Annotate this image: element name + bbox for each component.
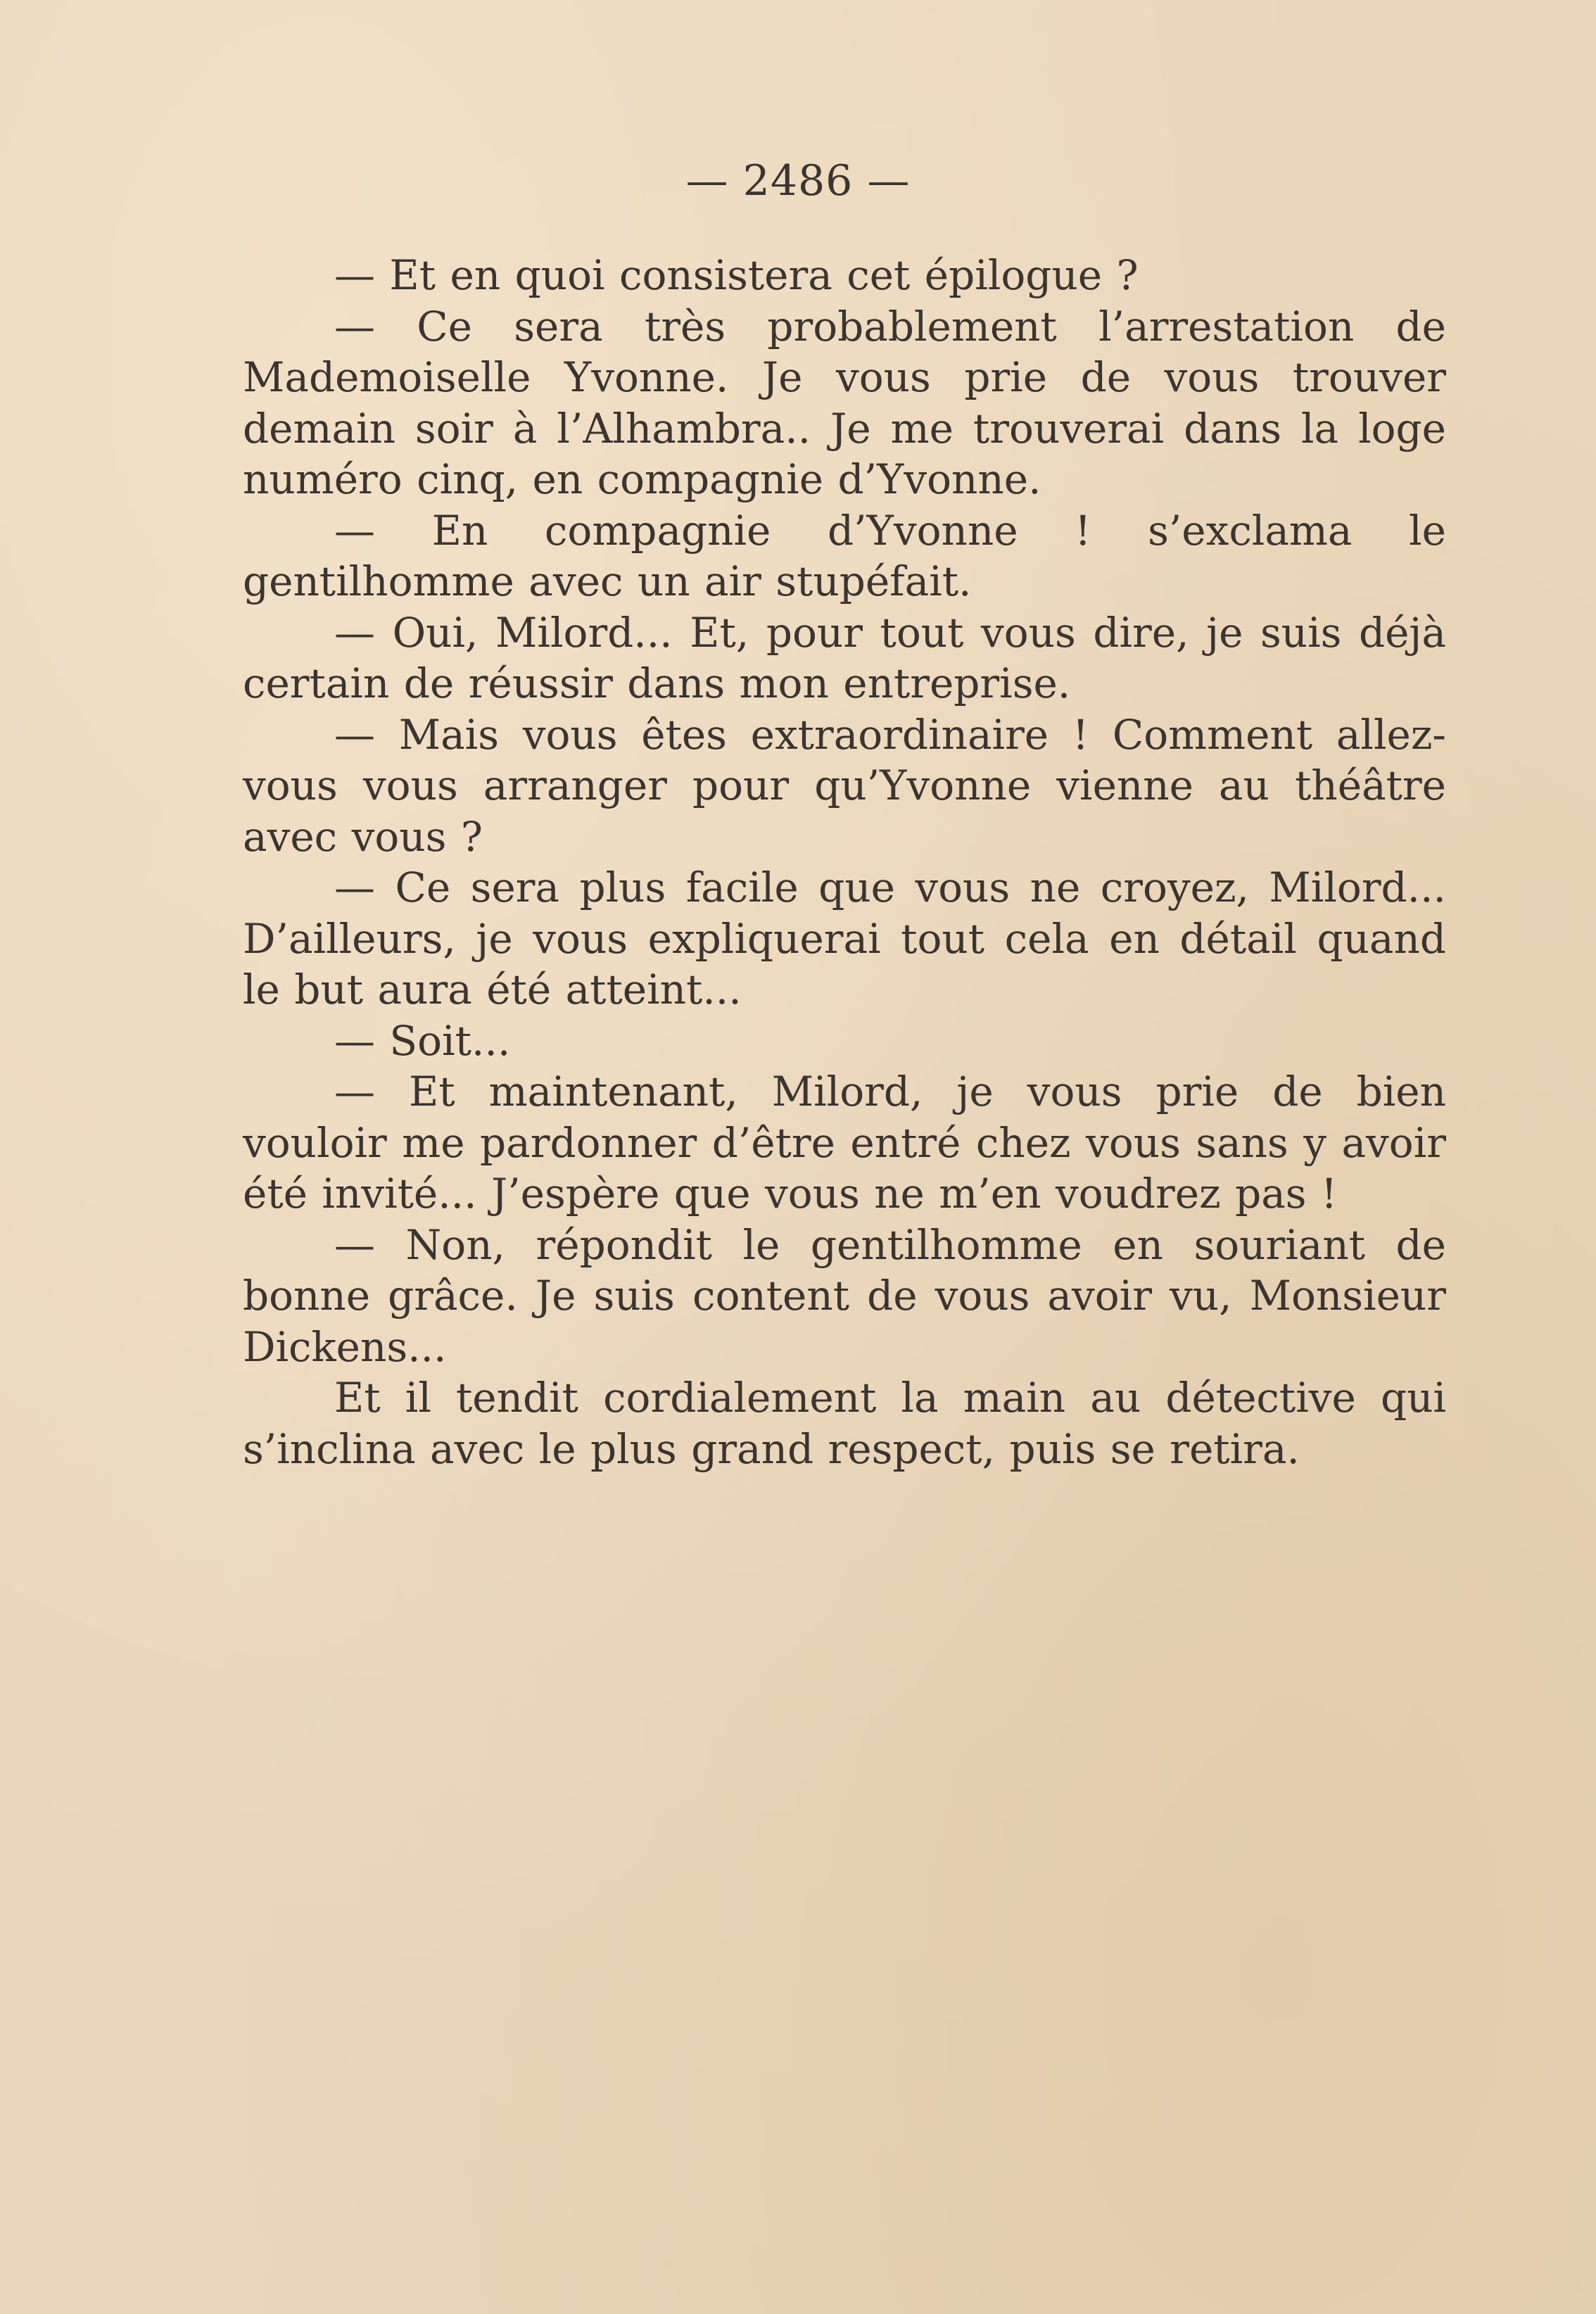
paragraph: — Et maintenant, Milord, je vous prie de bien vouloir me pardonner d’être entré chez vous sans y avoir été invité... J’espère que vous ne m’en voudrez pas ! xyxy=(243,1068,1446,1218)
paragraph: — Soit... xyxy=(334,1016,511,1065)
paragraph: Et il tendit cordialement la main au détective qui s’inclina avec le plus grand respect, puis se retira. xyxy=(243,1374,1446,1473)
paragraph: — En compagnie d’Yvonne ! s’exclama le gentilhomme avec un air stupéfait. xyxy=(243,506,1446,605)
paragraph: — Ce sera plus facile que vous ne croyez, Milord... D’ailleurs, je vous expliquerai tout cela en détail quand le but aura été atteint... xyxy=(243,864,1446,1013)
body-text xyxy=(243,250,1446,1474)
paragraph: — Mais vous êtes extraordinaire ! Comment allez-vous vous arranger pour qu’Yvonne vienne au théâtre avec vous ? xyxy=(243,710,1446,861)
page-number: — 2486 — xyxy=(685,156,911,206)
paragraph: — Ce sera très probablement l’arrestation de Mademoiselle Yvonne. Je vous prie de vous trouver demain soir à l’Alhambra.. Je me trouverai dans la loge numéro cinq, en compagnie d’Yvonne. xyxy=(243,302,1446,503)
paragraph: — Et en quoi consistera cet épilogue ? xyxy=(334,251,1139,299)
paragraph: — Non, répondit le gentilhomme en souriant de bonne grâce. Je suis content de vous avoir vu, Monsieur Dickens... xyxy=(243,1220,1446,1371)
paragraph: — Oui, Milord... Et, pour tout vous dire, je suis déjà certain de réussir dans mon entreprise. xyxy=(243,608,1446,707)
